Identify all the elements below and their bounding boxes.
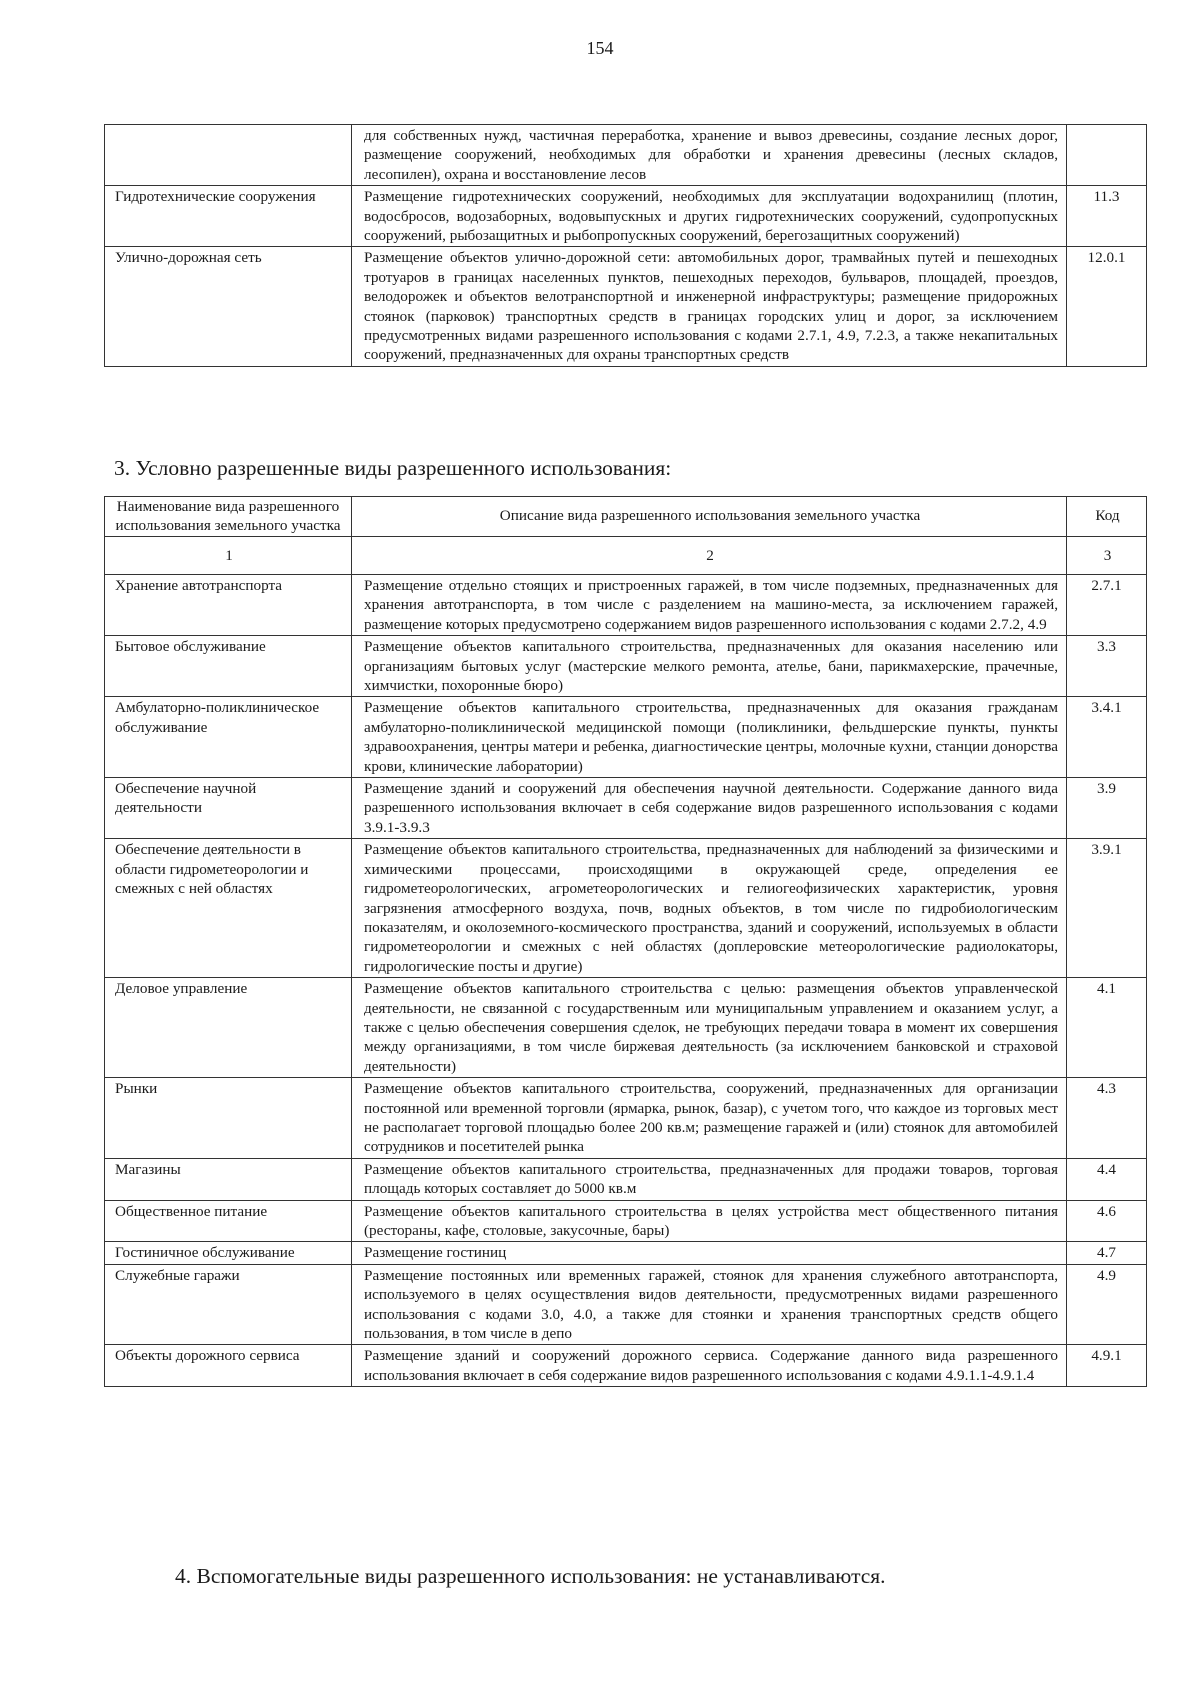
conditional-uses-table-body (105, 575, 1147, 1387)
cell-name: Деловое управление (105, 978, 352, 1078)
cell-code: 3.9 (1067, 778, 1147, 839)
table-row (105, 839, 1147, 978)
column-number-3: 3 (1067, 537, 1147, 575)
table-row (105, 978, 1147, 1078)
conditional-uses-table (104, 496, 1147, 1387)
table-row (105, 125, 1147, 186)
page-number: 154 (586, 38, 614, 58)
column-number-row (105, 537, 1147, 575)
cell-code: 2.7.1 (1067, 575, 1147, 636)
cell-description: Размещение зданий и сооружений дорожного сервиса. Содержание данного вида разрешенного использования включает в себя содержание видов разрешенного использования с кодами 4.9.1.1-4.9.1.4 (352, 1345, 1067, 1387)
cell-code: 4.9.1 (1067, 1345, 1147, 1387)
table-row (105, 247, 1147, 366)
cell-description: Размещение гидротехнических сооружений, необходимых для эксплуатации водохранилищ (плотин, водосбросов, водозаборных, водовыпускных и других гидротехнических сооружений, судопропускных сооружений, рыбозащитных и рыбопропускных сооружений, берегозащитных сооружений) (352, 186, 1067, 247)
cell-code: 4.6 (1067, 1200, 1147, 1242)
cell-name: Обеспечение научной деятельности (105, 778, 352, 839)
header-name: Наименование вида разрешенного использования земельного участка (105, 497, 352, 537)
cell-name: Бытовое обслуживание (105, 636, 352, 697)
table-row (105, 1345, 1147, 1387)
cell-description: Размещение гостиниц (352, 1242, 1067, 1264)
cell-name: Служебные гаражи (105, 1264, 352, 1345)
cell-description: Размещение объектов капитального строительства, предназначенных для наблюдений за физическими и химическими процессами, происходящими в окружающей среде, определения ее гидрометеорологических, агрометеорологических и гелиогеофизических характеристик, уровня загрязнения атмосферного воздуха, почв, водных объектов, в том числе по гидробиологическим показателям, и околоземного-космического пространства, зданий и сооружений, используемых в области гидрометеорологии и смежных с ней областях (доплеровские метеорологические радиолокаторы, гидрологические посты и другие) (352, 839, 1067, 978)
cell-code: 3.9.1 (1067, 839, 1147, 978)
table-row (105, 697, 1147, 778)
cell-description: для собственных нужд, частичная переработка, хранение и вывоз древесины, создание лесных дорог, размещение сооружений, необходимых для обработки и хранения древесины (лесных складов, лесопилен), охрана и восстановление лесов (352, 125, 1067, 186)
cell-description: Размещение объектов капитального строительства, предназначенных для оказания гражданам амбулаторно-поликлинической медицинской помощи (поликлиники, фельдшерские пункты, пункты здравоохранения, центры матери и ребенка, диагностические центры, молочные кухни, станции донорства крови, клинические лаборатории) (352, 697, 1067, 778)
table-row (105, 1242, 1147, 1264)
table-row (105, 636, 1147, 697)
column-number-1: 1 (105, 537, 352, 575)
cell-description: Размещение постоянных или временных гаражей, стоянок для хранения служебного автотранспорта, используемого в целях осуществления видов деятельности, предусмотренных видами разрешенного использования с кодами 3.0, 4.0, а также для стоянки и хранения транспортных средств общего пользования, в том числе в депо (352, 1264, 1067, 1345)
cell-description: Размещение отдельно стоящих и пристроенных гаражей, в том числе подземных, предназначенных для хранения автотранспорта, в том числе с разделением на машино-места, за исключением гаражей, размещение которых предусмотрено содержанием видов разрешенного использования с кодами 2.7.2, 4.9 (352, 575, 1067, 636)
cell-name: Гидротехнические сооружения (105, 186, 352, 247)
cell-description: Размещение объектов капитального строительства, предназначенных для оказания населению или организациям бытовых услуг (мастерские мелкого ремонта, ателье, бани, парикмахерские, прачечные, химчистки, похоронные бюро) (352, 636, 1067, 697)
cell-code: 3.4.1 (1067, 697, 1147, 778)
table-row (105, 778, 1147, 839)
cell-name: Магазины (105, 1158, 352, 1200)
cell-name: Улично-дорожная сеть (105, 247, 352, 366)
cell-name: Амбулаторно-поликлиническое обслуживание (105, 697, 352, 778)
continuation-table (104, 124, 1147, 367)
continuation-table-body (105, 125, 1147, 367)
cell-name: Объекты дорожного сервиса (105, 1345, 352, 1387)
cell-code: 4.4 (1067, 1158, 1147, 1200)
table-row (105, 1200, 1147, 1242)
section-4-heading: 4. Вспомогательные виды разрешенного использования: не устанавливаются. (175, 1564, 886, 1588)
cell-name: Обеспечение деятельности в области гидрометеорологии и смежных с ней областях (105, 839, 352, 978)
cell-description: Размещение объектов капитального строительства в целях устройства мест общественного питания (рестораны, кафе, столовые, закусочные, бары) (352, 1200, 1067, 1242)
cell-description: Размещение объектов улично-дорожной сети: автомобильных дорог, трамвайных путей и пешеходных тротуаров в границах населенных пунктов, пешеходных переходов, бульваров, площадей, проездов, велодорожек и объектов велотранспортной и инженерной инфраструктуры; размещение придорожных стоянок (парковок) транспортных средств в границах городских улиц и дорог, за исключением предусмотренных видами разрешенного использования с кодами 2.7.1, 4.9, 7.2.3, а также некапитальных сооружений, предназначенных для охраны транспортных средств (352, 247, 1067, 366)
table-row (105, 1158, 1147, 1200)
cell-name: Гостиничное обслуживание (105, 1242, 352, 1264)
table-header-row (105, 497, 1147, 537)
section-3-heading: 3. Условно разрешенные виды разрешенного использования: (114, 456, 672, 480)
header-description: Описание вида разрешенного использования земельного участка (352, 497, 1067, 537)
cell-code: 3.3 (1067, 636, 1147, 697)
cell-description: Размещение зданий и сооружений для обеспечения научной деятельности. Содержание данного вида разрешенного использования включает в себя содержание видов разрешенного использования с кодами 3.9.1-3.9.3 (352, 778, 1067, 839)
table-row (105, 1264, 1147, 1345)
cell-name: Хранение автотранспорта (105, 575, 352, 636)
cell-code: 4.3 (1067, 1078, 1147, 1159)
cell-code: 4.7 (1067, 1242, 1147, 1264)
cell-name: Рынки (105, 1078, 352, 1159)
table-row (105, 575, 1147, 636)
cell-code: 11.3 (1067, 186, 1147, 247)
cell-description: Размещение объектов капитального строительства с целью: размещения объектов управленческой деятельности, не связанной с государственным или муниципальным управлением и оказанием услуг, а также с целью обеспечения совершения сделок, не требующих передачи товара в момент их совершения между организациями, в том числе биржевая деятельность (за исключением банковской и страховой деятельности) (352, 978, 1067, 1078)
cell-code (1067, 125, 1147, 186)
table-row (105, 1078, 1147, 1159)
cell-name: Общественное питание (105, 1200, 352, 1242)
cell-description: Размещение объектов капитального строительства, сооружений, предназначенных для организации постоянной или временной торговли (ярмарка, рынок, базар), с учетом того, что каждое из торговых мест не располагает торговой площадью более 200 кв.м; размещение гаражей и (или) стоянок для автомобилей сотрудников и посетителей рынка (352, 1078, 1067, 1159)
cell-name (105, 125, 352, 186)
cell-code: 4.9 (1067, 1264, 1147, 1345)
cell-description: Размещение объектов капитального строительства, предназначенных для продажи товаров, торговая площадь которых составляет до 5000 кв.м (352, 1158, 1067, 1200)
column-number-2: 2 (352, 537, 1067, 575)
cell-code: 12.0.1 (1067, 247, 1147, 366)
table-row (105, 186, 1147, 247)
cell-code: 4.1 (1067, 978, 1147, 1078)
header-code: Код (1067, 497, 1147, 537)
